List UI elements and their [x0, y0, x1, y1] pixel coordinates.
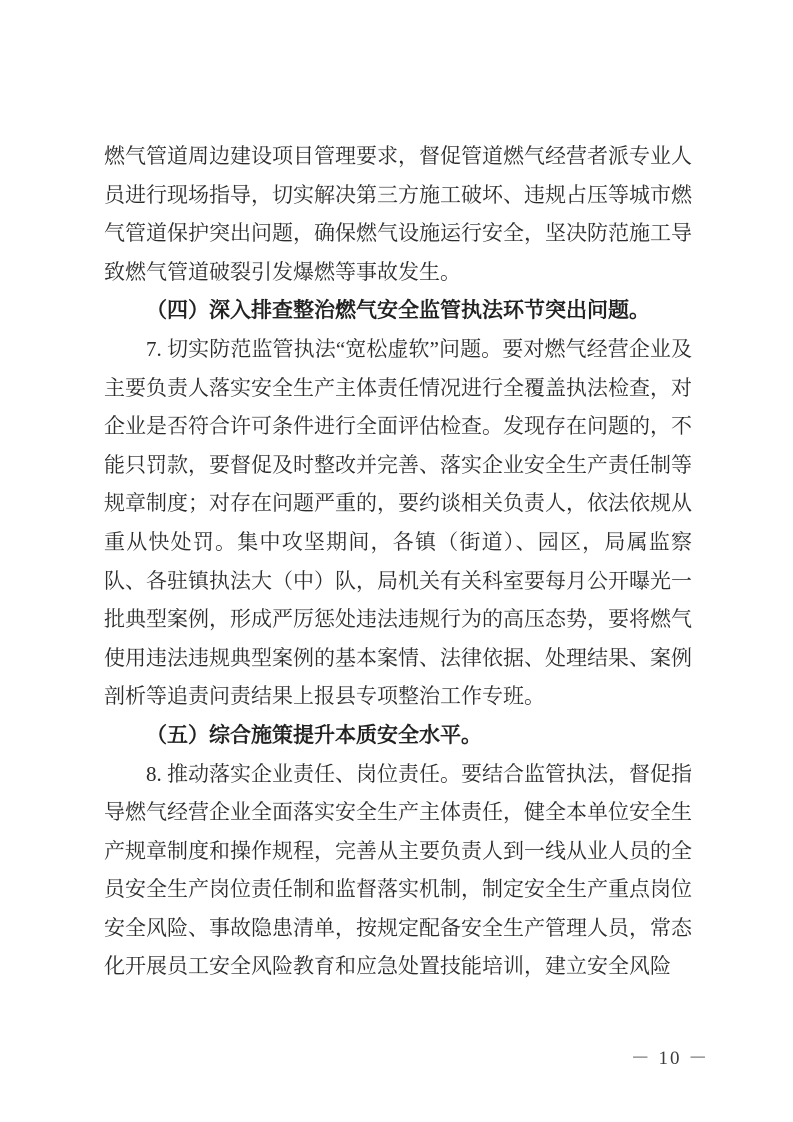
section-heading-5: （五）综合施策提升本质安全水平。 [146, 722, 482, 747]
paragraph-item-7: 7. 切实防范监管执法“宽松虚软”问题。要对燃气经营企业及主要负责人落实安全生产主体责任情况进行全覆盖执法检查，对企业是否符合许可条件进行全面评估检查。发现存在问题的，不能只罚款，要督促及时整改并完善、落实企业安全生产责任制等规章制度；对存在问题严重的，要约谈相关负责人，依法依规从重从快处罚。集中攻坚期间，各镇（街道）、园区，局属监察队、各驻镇执法大（中）队，局机关有关科室要每月公开曝光一批典型案例，形成严厉惩处违法违规行为的高压态势，要将燃气使用违法违规典型案例的基本案情、法律依据、处理结果、案例剖析等追责问责结果上报县专项整治工作专班。 [104, 336, 692, 709]
paragraph-continuation: 燃气管道周边建设项目管理要求，督促管道燃气经营者派专业人员进行现场指导，切实解决第三方施工破坏、违规占压等城市燃气管道保护突出问题，确保燃气设施运行安全，坚决防范施工导致燃气管道破裂引发爆燃等事故发生。 [104, 144, 692, 284]
section-heading-4: （四）深入排查整治燃气安全监管执法环节突出问题。 [146, 298, 650, 323]
page-number: － 10 － [630, 1048, 710, 1069]
paragraph-item-8: 8. 推动落实企业责任、岗位责任。要结合监管执法，督促指导燃气经营企业全面落实安全生产主体责任，健全本单位安全生产规章制度和操作规程，完善从主要负责人到一线从业人员的全员安全生产岗位责任制和监督落实机制，制定安全生产重点岗位安全风险、事故隐患清单，按规定配备安全生产管理人员，常态化开展员工安全风险教育和应急处置技能培训，建立安全风险 [104, 761, 692, 979]
document-body [104, 137, 692, 986]
